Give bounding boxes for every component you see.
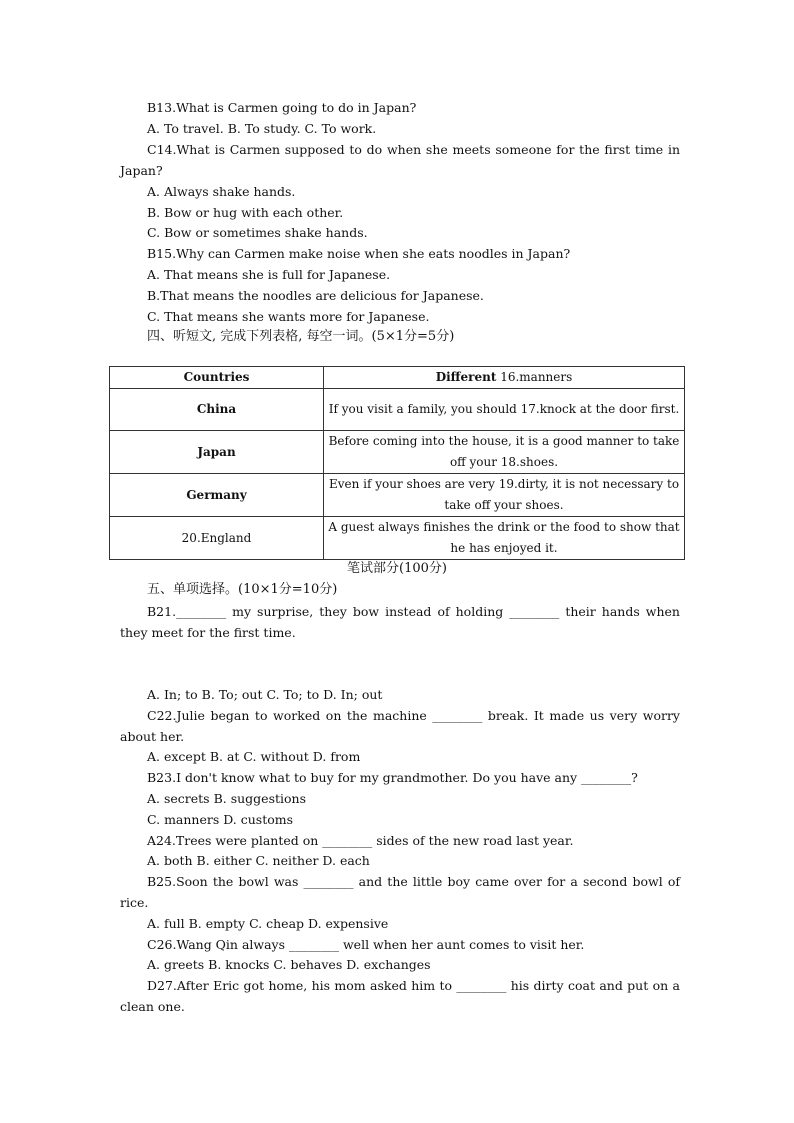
table-cell-manner: Even if your shoes are very 19.dirty, it is not necessary to take off your shoes.	[324, 474, 685, 517]
question-14-option-b: B. Bow or hug with each other.	[147, 205, 344, 220]
table-header-manners	[324, 367, 685, 389]
question-14-option-c: C. Bow or sometimes shake hands.	[147, 225, 368, 240]
question-15-stem: B15.Why can Carmen make noise when she eats noodles in Japan?	[147, 246, 571, 261]
question-14-option-a: A. Always shake hands.	[147, 184, 296, 199]
question-26-options: A. greets B. knocks C. behaves D. exchanges	[147, 957, 431, 972]
table-header-blank-16: 16.manners	[496, 370, 573, 384]
table-cell-country: 20.England	[110, 517, 324, 560]
table-header-countries: Countries	[110, 367, 324, 389]
question-23-options-cd: C. manners D. customs	[147, 812, 294, 827]
question-26-stem: C26.Wang Qin always ________ well when her aunt comes to visit her.	[147, 937, 585, 952]
question-15-option-c: C. That means she wants more for Japanese.	[147, 309, 430, 324]
table-row	[110, 431, 685, 474]
table-row	[110, 517, 685, 560]
table-row	[110, 389, 685, 431]
question-25-options: A. full B. empty C. cheap D. expensive	[147, 916, 389, 931]
question-27-stem: D27.After Eric got home, his mom asked him to ________ his dirty coat and put on a clean one.	[120, 978, 680, 1014]
section-5-title: 五、单项选择。(10×1分=10分)	[147, 582, 338, 597]
question-21-stem: B21.________ my surprise, they bow instead of holding ________ their hands when they meet for the first time.	[120, 604, 680, 640]
table-header-different: Different	[435, 370, 497, 384]
question-21-options: A. In; to B. To; out C. To; to D. In; out	[147, 687, 383, 702]
table-cell-manner: If you visit a family, you should 17.knock at the door first.	[324, 389, 685, 431]
manners-table	[109, 366, 685, 560]
question-23-stem: B23.I don't know what to buy for my grandmother. Do you have any ________?	[147, 770, 638, 785]
question-23-options-ab: A. secrets B. suggestions	[147, 791, 306, 806]
question-13-options: A. To travel. B. To study. C. To work.	[147, 121, 377, 136]
table-header-row	[110, 367, 685, 389]
question-22-options: A. except B. at C. without D. from	[147, 749, 361, 764]
table-cell-manner: A guest always finishes the drink or the food to show that he has enjoyed it.	[324, 517, 685, 560]
question-15-option-b: B.That means the noodles are delicious for Japanese.	[147, 288, 484, 303]
question-24-stem: A24.Trees were planted on ________ sides of the new road last year.	[147, 833, 574, 848]
table-cell-country: Japan	[110, 431, 324, 474]
question-24-options: A. both B. either C. neither D. each	[147, 853, 370, 868]
table-cell-country: China	[110, 389, 324, 431]
table-cell-manner: Before coming into the house, it is a good manner to take off your 18.shoes.	[324, 431, 685, 474]
question-15-option-a: A. That means she is full for Japanese.	[147, 267, 391, 282]
question-14-stem: C14.What is Carmen supposed to do when she meets someone for the first time in Japan?	[120, 142, 680, 178]
written-part-heading: 笔试部分(100分)	[347, 561, 447, 576]
table-row	[110, 474, 685, 517]
question-13-stem: B13.What is Carmen going to do in Japan?	[147, 100, 417, 115]
table-cell-country: Germany	[110, 474, 324, 517]
section-4-title: 四、听短文, 完成下列表格, 每空一词。(5×1分=5分)	[147, 329, 455, 344]
question-25-stem: B25.Soon the bowl was ________ and the little boy came over for a second bowl of rice.	[120, 874, 680, 910]
question-22-stem: C22.Julie began to worked on the machine ________ break. It made us very worry about her.	[120, 708, 680, 744]
